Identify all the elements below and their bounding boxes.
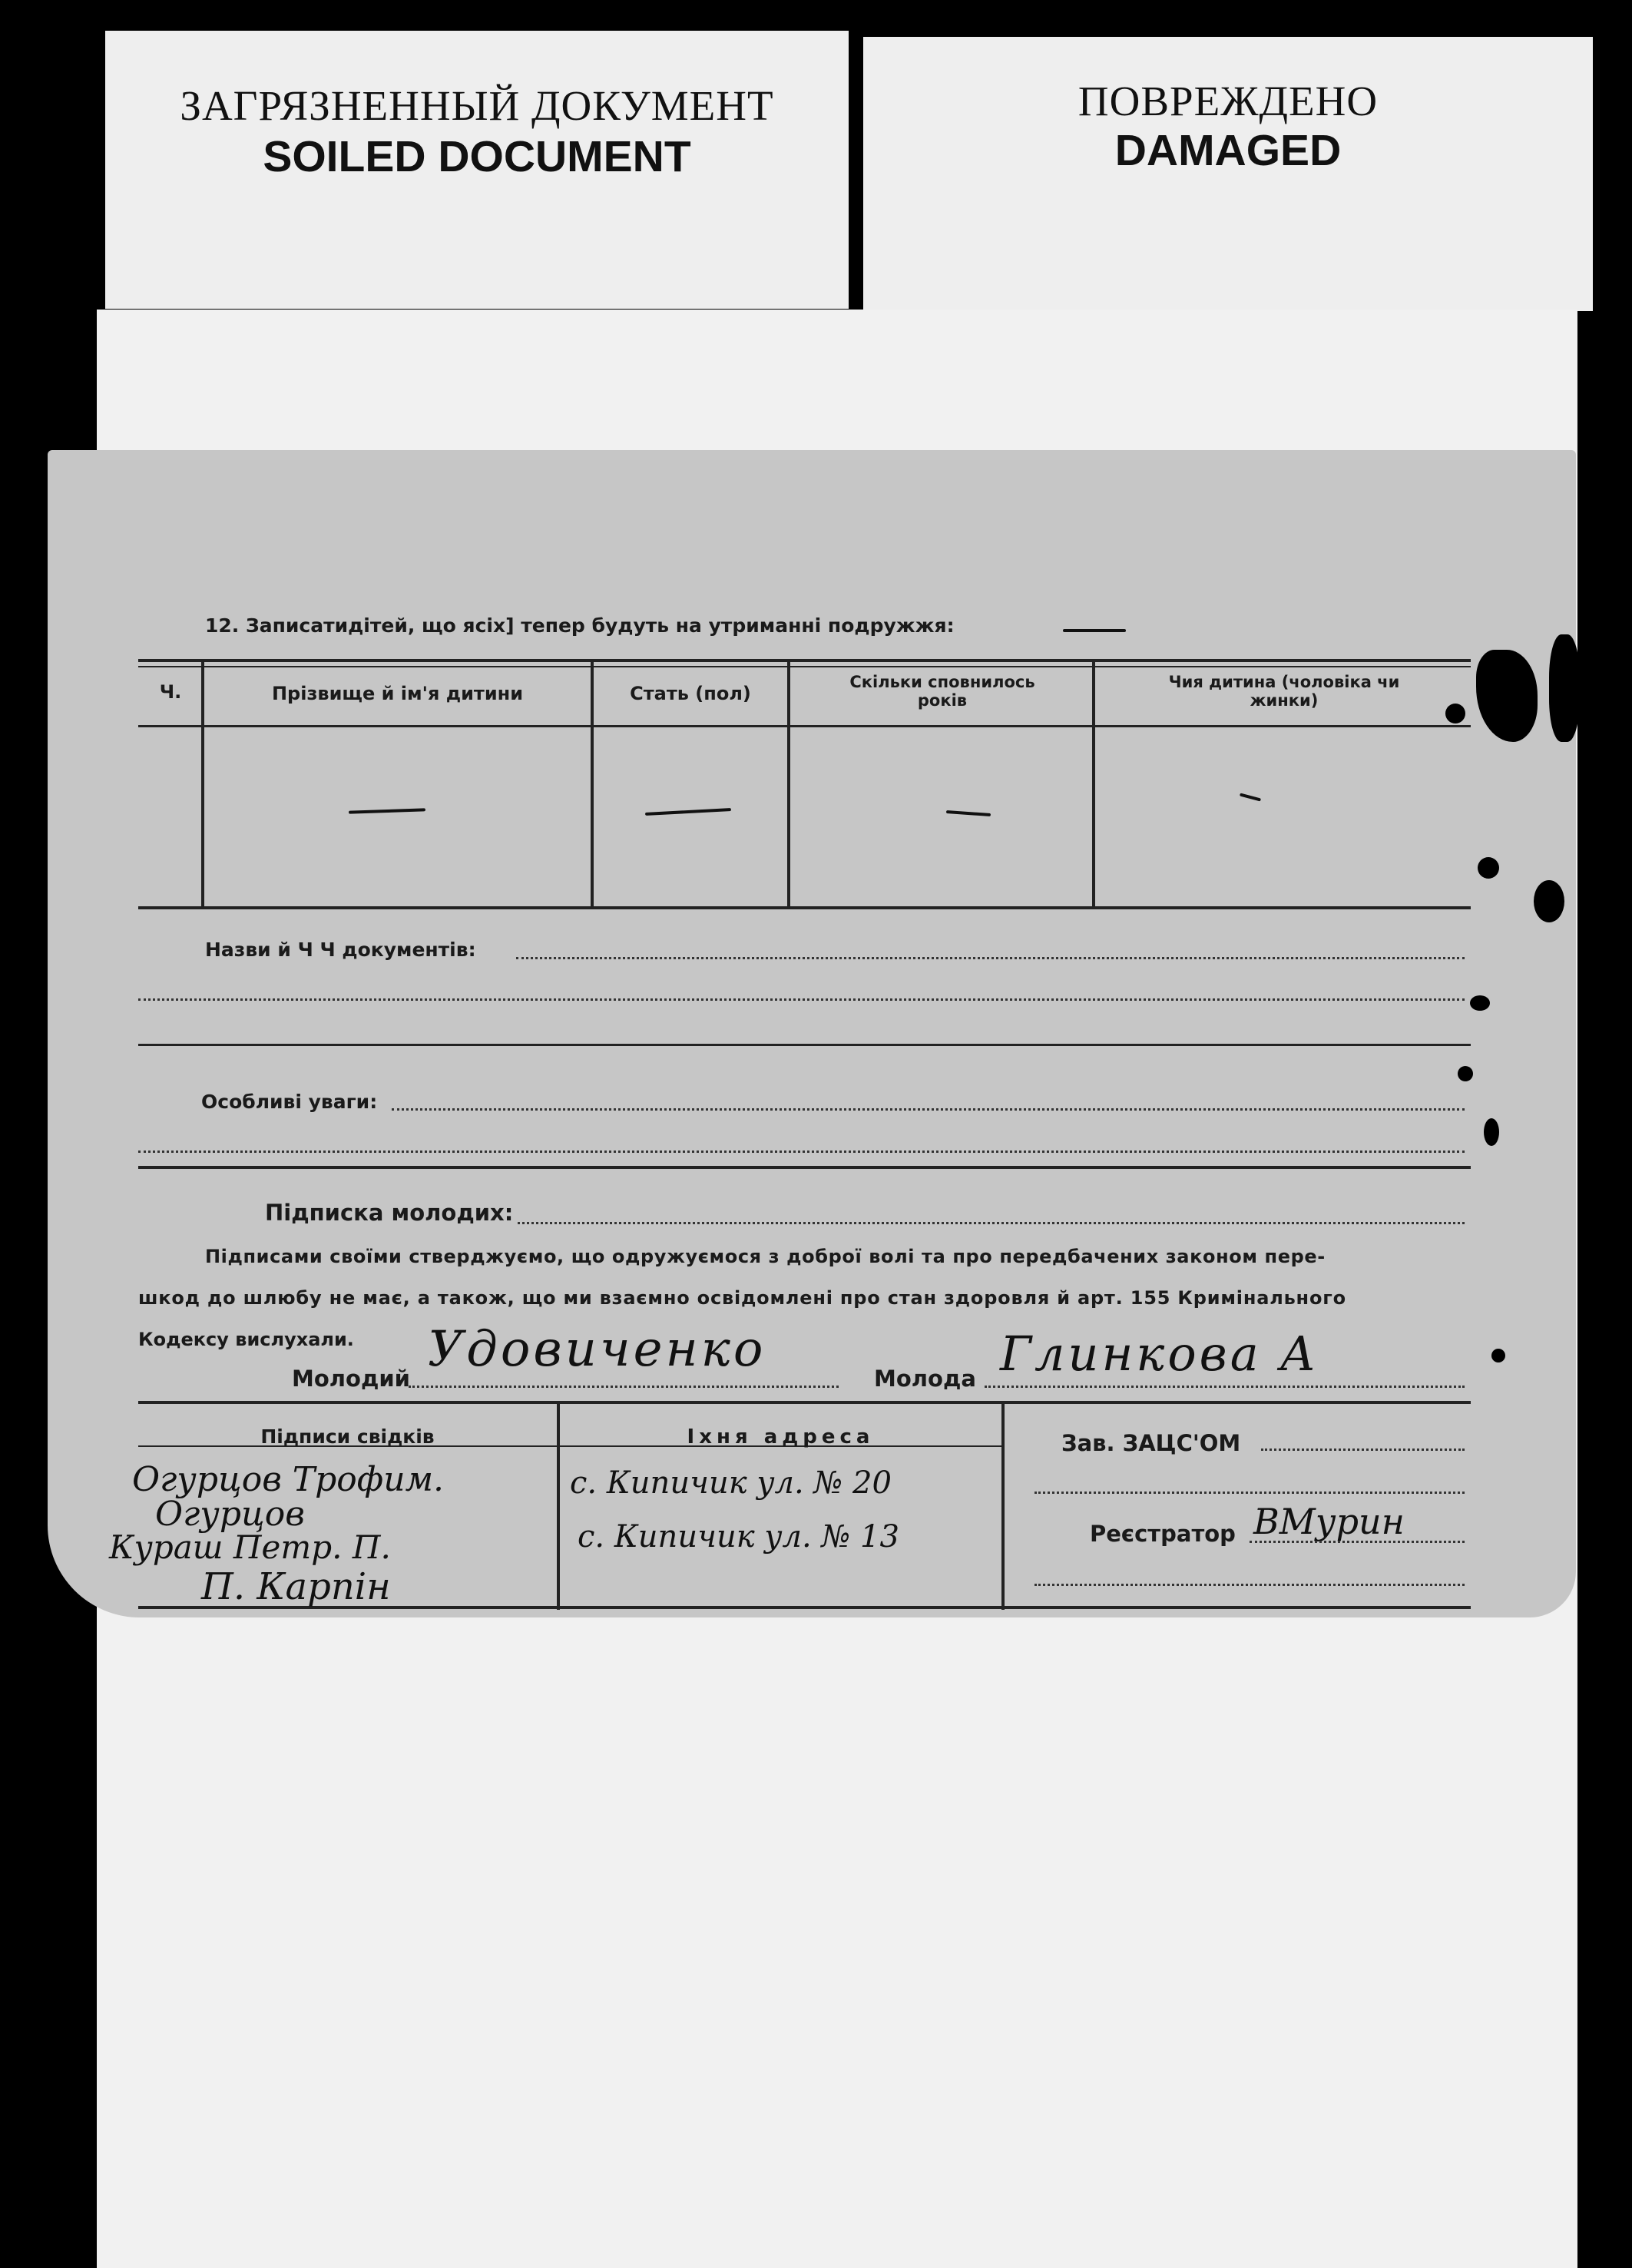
groom-label: Молодий (292, 1366, 411, 1392)
empty-sex-dash (645, 808, 731, 816)
bride-label: Молода (874, 1366, 976, 1392)
empty-name-dash (349, 808, 425, 813)
table-header-rule (138, 725, 1471, 727)
bride-signature: Глинкова А (1000, 1326, 1319, 1382)
witnesses-header: Підписи свідків (260, 1425, 435, 1448)
witness-signature-2: Огурцов (155, 1495, 305, 1534)
notes-label: Особливі уваги: (201, 1091, 378, 1113)
damage-hole (1476, 650, 1538, 742)
soiled-document-stamp (105, 31, 849, 309)
witness-signature-3: Кураш Петр. П. (109, 1528, 391, 1566)
declaration-line-1: Підписами своїми стверджуємо, що одружуємося з доброї волі та про передбачених законом пере- (205, 1246, 1326, 1267)
marriage-record-form (48, 450, 1576, 1617)
address-2: с. Кипичик ул. № 13 (578, 1519, 899, 1554)
declaration-line-2: шкод до шлюбу не має, а також, що ми взаємно освідомлені про стан здоровля й арт. 155 Кримінального (138, 1287, 1346, 1309)
damage-hole (1534, 880, 1564, 922)
damaged-stamp (863, 37, 1593, 311)
damage-hole (1549, 634, 1580, 742)
registrar-label: Реєстратор (1090, 1521, 1236, 1547)
damage-hole (1458, 1066, 1473, 1081)
damage-hole (1445, 704, 1465, 723)
witness-signature-1: Огурцов Трофим. (132, 1460, 445, 1499)
soiled-stamp-ru: ЗАГРЯЗНЕННЫЙ ДОКУМЕНТ (180, 82, 774, 129)
documents-label: Назви й Ч Ч документів: (205, 939, 476, 961)
table-top-rule (138, 659, 1471, 662)
col-name-header: Прізвище й ім'я дитини (271, 683, 524, 704)
zags-label: Зав. ЗАЦС'ОМ (1061, 1430, 1241, 1456)
damaged-stamp-en: DAMAGED (1114, 126, 1342, 175)
soiled-stamp-en: SOILED DOCUMENT (263, 132, 691, 181)
damage-hole (1491, 1349, 1505, 1362)
col-sex-header: Стать (пол) (630, 683, 751, 704)
groom-signature: Удовиченко (428, 1321, 766, 1378)
address-header: Іхня адреса (687, 1425, 875, 1449)
empty-age-dash (946, 810, 991, 816)
damage-hole (1484, 1118, 1499, 1146)
col-age-header: Скільки сповнилось років (849, 673, 1035, 710)
table-bottom-rule (138, 906, 1471, 909)
empty-parent-dash (1240, 793, 1261, 801)
damage-hole (1478, 857, 1499, 879)
signature-title: Підписка молодих: (265, 1200, 514, 1226)
damage-hole (1470, 995, 1490, 1011)
registrar-signature: ВМурин (1253, 1501, 1405, 1542)
section-12-title: 12. Записатидітей, що ясіх] тепер будуть на утриманні подружжя: (205, 614, 955, 637)
section-12-dash (1063, 629, 1126, 632)
col-number-header: Ч. (159, 681, 182, 703)
address-1: с. Кипичик ул. № 20 (570, 1465, 892, 1501)
damaged-stamp-ru: ПОВРЕЖДЕНО (1078, 78, 1379, 124)
witness-signature-4: П. Карпін (201, 1565, 391, 1608)
col-parent-header: Чия дитина (чоловіка чи жинки) (1168, 673, 1400, 710)
declaration-line-3: Кодексу вислухали. (138, 1329, 354, 1350)
